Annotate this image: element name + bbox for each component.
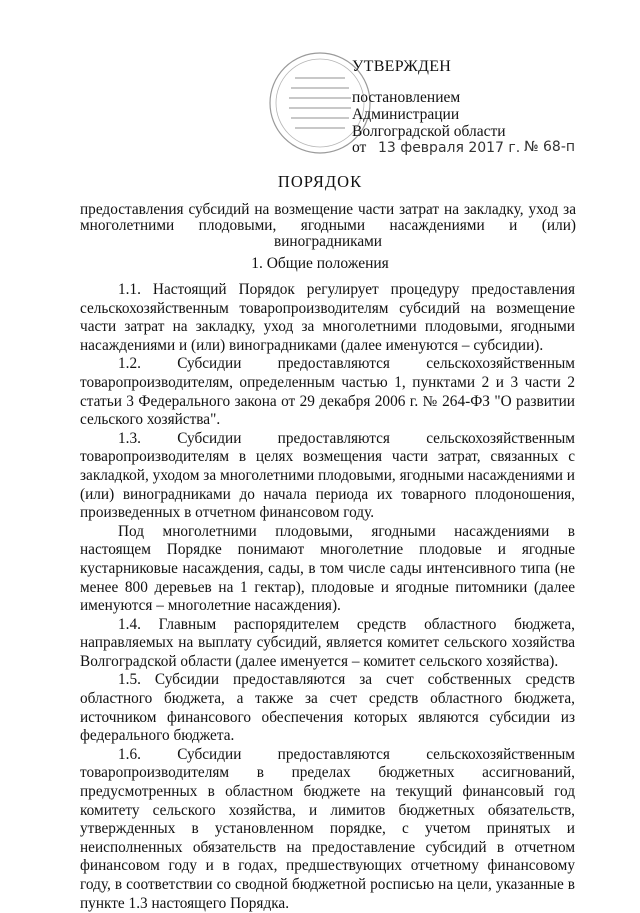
approval-title: УТВЕРЖДЕН xyxy=(352,58,452,75)
paragraph-1-1: 1.1. Настоящий Порядок регулирует процедуру предоставления сельскохозяйственным товаропроизводителям субсидий на возмещение части затрат на закладку, уход за многолетними плодовыми, ягодными насаждениями и (или) виноградниками (далее именуются – субсидии). xyxy=(80,281,575,354)
document-subtitle: предоставления субсидий на возмещение части затрат на закладку, уход за многолетними плодовыми, ягодными насаждениями и (или) виноградниками xyxy=(80,201,576,250)
paragraph-1-2: 1.2. Субсидии предоставляются сельскохозяйственным товаропроизводителям, определенным частью 1, пунктами 2 и 3 части 2 статьи 3 Федерального закона от 29 декабря 2006 г. № 264-ФЗ "О развитии сельского хозяйства". xyxy=(80,355,575,429)
approval-block xyxy=(352,58,612,140)
paragraph-definition: Под многолетними плодовыми, ягодными насаждениями в настоящем Порядке понимают многолетние плодовые и ягодные кустарниковые насаждения, сады, в том числе сады интенсивного типа (не менее 800 деревьев на 1 гектар), плодовые и ягодные питомники (далее именуются – многолетние насаждения). xyxy=(80,522,575,615)
approval-number: № 68-п xyxy=(524,139,576,155)
paragraph-1-4: 1.4. Главным распорядителем средств областного бюджета, направляемых на выплату субсидий, является комитет сельского хозяйства Волгоградской области (далее именуется – комитет сельского хозяйства). xyxy=(80,615,575,670)
approval-line-2: Администрации xyxy=(352,106,460,123)
document-title: ПОРЯДОК xyxy=(277,172,363,191)
approval-date-row xyxy=(352,139,592,157)
paragraph-1-5: 1.5. Субсидии предоставляются за счет собственных средств областного бюджета, а также за счет средств областного бюджета, источником финансового обеспечения которых являются субсидии из федерального бюджета. xyxy=(80,671,575,745)
paragraph-1-6: 1.6. Субсидии предоставляются сельскохозяйственным товаропроизводителям в пределах бюджетных ассигнований, предусмотренных в областном бюджете на текущий финансовый год комитету сельского хозяйства, и лимитов бюджетных обязательств, утвержденных в установленном порядке, с учетом принятых и неисполненных обязательств на предоставление субсидий в отчетном финансовом году и в годах, предшествующих отчетному финансовому году, в соответствии со сводной бюджетной росписью на цели, указанные в пункте 1.3 настоящего Порядка. xyxy=(80,745,575,912)
document-body xyxy=(80,281,575,913)
approval-line-3: Волгоградской области xyxy=(352,123,506,140)
approval-line-1: постановлением xyxy=(352,89,461,106)
approval-date: 13 февраля 2017 г. xyxy=(377,140,521,156)
date-prefix: от xyxy=(352,139,367,156)
section-title: 1. Общие положения xyxy=(251,255,389,272)
paragraph-1-3: 1.3. Субсидии предоставляются сельскохозяйственным товаропроизводителям в целях возмещения части затрат, связанных с закладкой, уходом за многолетними плодовыми, ягодными насаждениями и (или) виноградниками до начала периода их товарного плодоношения, произведенных в отчетном финансовом году. xyxy=(80,429,575,522)
